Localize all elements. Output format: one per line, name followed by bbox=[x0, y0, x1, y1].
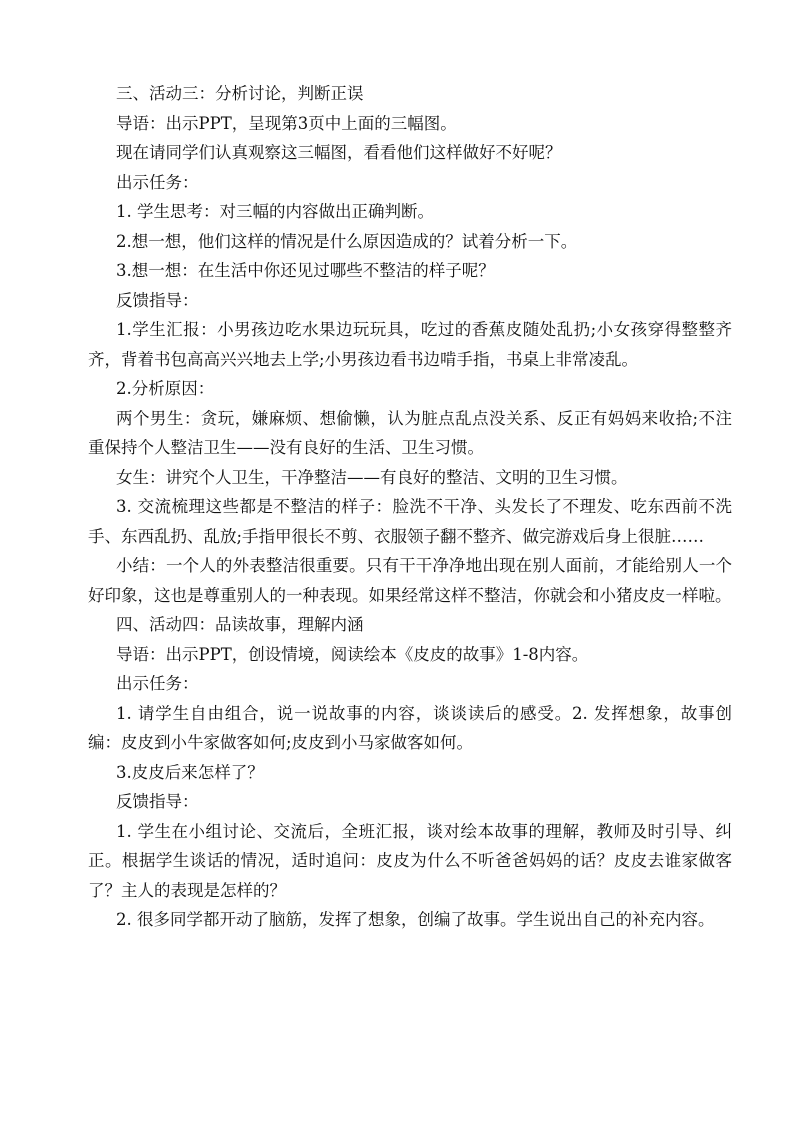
paragraph: 现在请同学们认真观察这三幅图，看看他们这样做好不好呢？ bbox=[116, 143, 562, 162]
list-item: 2.想一想，他们这样的情况是什么原因造成的？试着分析一下。 bbox=[116, 231, 578, 251]
list-item: 1. 请学生自由组合，说一说故事的内容，谈谈读后的感受。2. 发挥想象，故事创编：皮皮到小牛家做客如何;皮皮到小马家做客如何。 bbox=[88, 703, 732, 752]
list-item: 3.想一想：在生活中你还见过哪些不整洁的样子呢？ bbox=[116, 261, 495, 280]
list-item: 2.分析原因： bbox=[116, 379, 215, 398]
paragraph: 两个男生：贪玩，嫌麻烦、想偷懒，认为脏点乱点没关系、反正有妈妈来收拾;不注重保持个人整洁卫生——没有良好的生活、卫生习惯。 bbox=[88, 408, 732, 457]
list-item: 2. 很多同学都开动了脑筋，发挥了想象，创编了故事。学生说出自己的补充内容。 bbox=[116, 910, 715, 929]
section-heading-activity-3: 三、活动三：分析讨论，判断正误 bbox=[116, 84, 364, 103]
paragraph: 反馈指导： bbox=[116, 290, 199, 310]
paragraph: 出示任务： bbox=[116, 172, 199, 192]
list-item: 3.皮皮后来怎样了？ bbox=[116, 762, 264, 782]
list-item: 1.学生汇报：小男孩边吃水果边玩玩具，吃过的香蕉皮随处乱扔;小女孩穿得整整齐齐，背着书包高高兴兴地去上学;小男孩边看书边啃手指，书桌上非常凌乱。 bbox=[88, 320, 732, 369]
paragraph: 反馈指导： bbox=[116, 792, 199, 811]
summary-paragraph: 小结：一个人的外表整洁很重要。只有干干净净地出现在别人面前，才能给别人一个好印象，这也是尊重别人的一种表现。如果经常这样不整洁，你就会和小猪皮皮一样啦。 bbox=[88, 556, 732, 605]
paragraph: 女生：讲究个人卫生，干净整洁——有良好的整洁、文明的卫生习惯。 bbox=[116, 467, 628, 487]
section-heading-activity-4: 四、活动四：品读故事，理解内涵 bbox=[116, 615, 364, 634]
paragraph: 导语：出示PPT，创设情境，阅读绘本《皮皮的故事》1-8内容。 bbox=[116, 644, 589, 664]
list-item: 1. 学生思考：对三幅的内容做出正确判断。 bbox=[116, 202, 434, 221]
paragraph: 出示任务： bbox=[116, 674, 199, 693]
paragraph: 导语：出示PPT，呈现第3页中上面的三幅图。 bbox=[116, 113, 457, 133]
list-item: 1. 学生在小组讨论、交流后，全班汇报，谈对绘本故事的理解，教师及时引导、纠正。根据学生谈话的情况，适时追问：皮皮为什么不听爸爸妈妈的话？皮皮去谁家做客了？主人的表现是怎样的？ bbox=[88, 821, 732, 900]
document-body bbox=[88, 79, 732, 935]
list-item: 3. 交流梳理这些都是不整洁的样子：脸洗不干净、头发长了不理发、吃东西前不洗手、东西乱扔、乱放;手指甲很长不剪、衣服领子翻不整齐、做完游戏后身上很脏…… bbox=[88, 497, 732, 546]
